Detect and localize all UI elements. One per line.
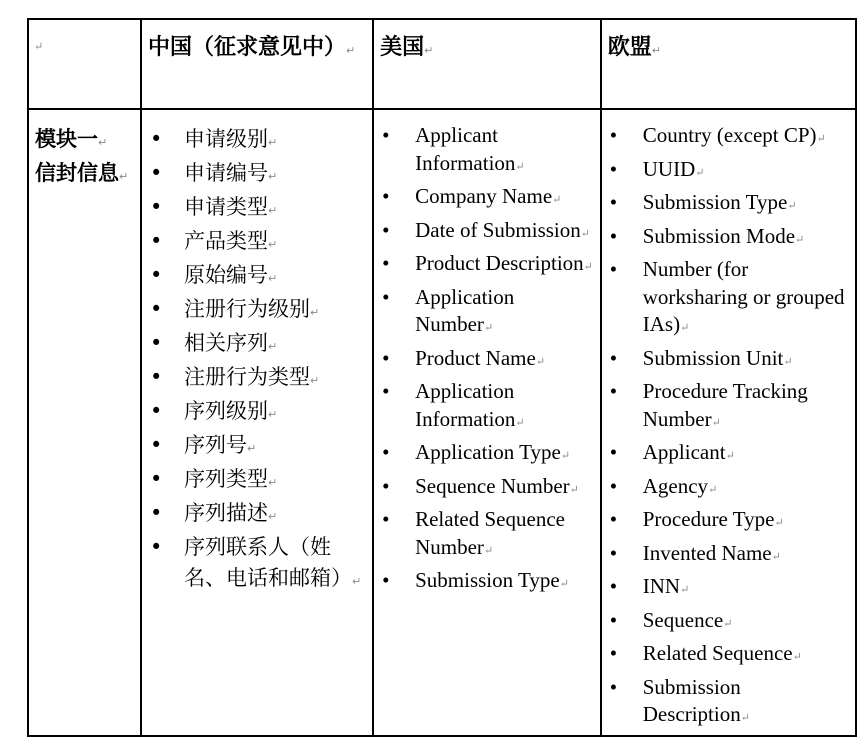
usa-list	[374, 110, 600, 599]
list-item: • Applicant Information↵	[380, 122, 596, 181]
list-item: • Sequence Number↵	[380, 473, 596, 505]
list-item: • Submission Description↵	[608, 674, 851, 733]
module-title-line1: 模块一	[35, 127, 98, 151]
header-china-label: 中国（征求意见中）	[148, 35, 347, 60]
list-item: • 序列描述↵	[148, 498, 372, 532]
list-item: • 相关序列↵	[148, 328, 372, 362]
list-item: • 产品类型↵	[148, 226, 372, 260]
paragraph-mark: ↵	[34, 41, 44, 53]
list-item: • Submission Type↵	[380, 567, 596, 599]
list-item: • Procedure Tracking Number↵	[608, 378, 851, 437]
comparison-table	[27, 18, 857, 737]
list-item: • 原始编号↵	[148, 260, 372, 294]
list-item: • 注册行为类型↵	[148, 362, 372, 396]
china-cell	[141, 109, 373, 736]
list-item: • INN↵	[608, 573, 851, 605]
eu-cell	[601, 109, 856, 736]
header-cell-empty	[28, 19, 141, 109]
list-item: • Application Type↵	[380, 439, 596, 471]
list-item: • Related Sequence Number↵	[380, 506, 596, 565]
list-item: • Sequence↵	[608, 607, 851, 639]
list-item: • Date of Submission↵	[380, 217, 596, 249]
list-item: • Product Name↵	[380, 345, 596, 377]
eu-list	[602, 110, 855, 733]
list-item: • 申请类型↵	[148, 192, 372, 226]
usa-cell	[373, 109, 601, 736]
header-usa: 美国↵	[373, 19, 601, 109]
header-eu-label: 欧盟	[607, 35, 652, 60]
list-item: • Number (for worksharing or grouped IAs)↵	[608, 256, 851, 343]
module-cell: 模块一↵ 信封信息↵	[28, 109, 141, 736]
list-item: • UUID↵	[608, 156, 851, 188]
list-item: • Agency↵	[608, 473, 851, 505]
list-item: • 序列联系人（姓名、电话和邮箱）↵	[148, 532, 372, 597]
list-item: • Country (except CP)↵	[608, 122, 851, 154]
china-list	[142, 110, 372, 597]
list-item: • 申请级别↵	[148, 124, 372, 158]
list-item: • Submission Mode↵	[608, 223, 851, 255]
list-item: • Submission Unit↵	[608, 345, 851, 377]
list-item: • Procedure Type↵	[608, 506, 851, 538]
list-item: • Invented Name↵	[608, 540, 851, 572]
header-china: 中国（征求意见中）↵	[141, 19, 373, 109]
header-row	[28, 19, 856, 109]
list-item: • 序列类型↵	[148, 464, 372, 498]
module-title-line2: 信封信息	[35, 161, 119, 185]
list-item: • 序列号↵	[148, 430, 372, 464]
list-item: • Company Name↵	[380, 183, 596, 215]
list-item: • Application Number↵	[380, 284, 596, 343]
list-item: • Related Sequence↵	[608, 640, 851, 672]
header-usa-label: 美国	[380, 35, 425, 60]
list-item: • 注册行为级别↵	[148, 294, 372, 328]
header-eu: 欧盟↵	[601, 19, 856, 109]
list-item: • Submission Type↵	[608, 189, 851, 221]
list-item: • 序列级别↵	[148, 396, 372, 430]
list-item: • Application Information↵	[380, 378, 596, 437]
list-item: • 申请编号↵	[148, 158, 372, 192]
list-item: • Applicant↵	[608, 439, 851, 471]
list-item: • Product Description↵	[380, 250, 596, 282]
module-row	[28, 109, 856, 736]
